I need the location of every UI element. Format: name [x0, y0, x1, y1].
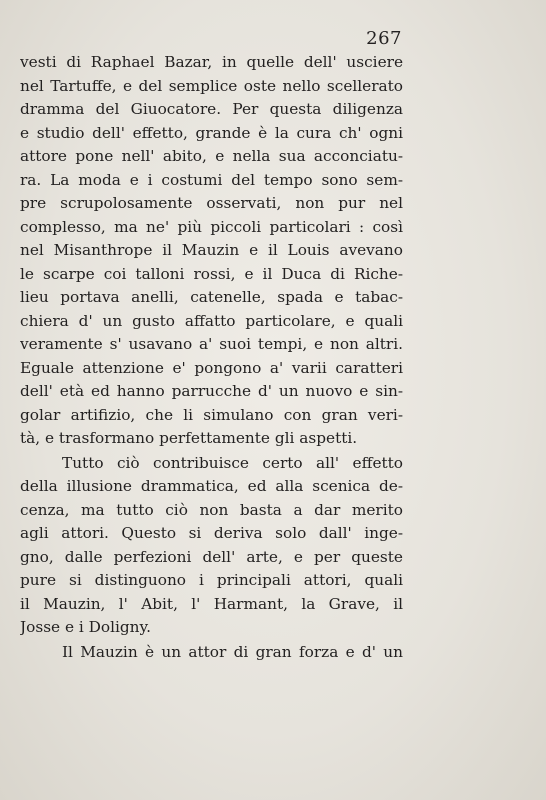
text-line: nel Misanthrope il Mauzin e il Louis avevano: [20, 241, 403, 259]
text-line: veramente s' usavano a' suoi tempi, e non altri.: [20, 335, 403, 353]
text-line: Eguale attenzione e' pongono a' varii caratteri: [20, 358, 403, 377]
text-line: dell' età ed hanno parrucche d' un nuovo e sin-: [20, 382, 403, 400]
text-line: ra. La moda e i costumi del tempo sono sem-: [20, 170, 403, 189]
text-line: attore pone nell' abito, e nella sua acconciatu-: [20, 147, 403, 165]
text-line: dramma del Giuocatore. Per questa diligenza: [20, 100, 403, 118]
page-number: 267: [366, 28, 402, 49]
text-line: lieu portava anelli, catenelle, spada e tabac-: [20, 288, 403, 306]
text-line: il Mauzin, l' Abit, l' Harmant, la Grave, il: [20, 594, 403, 613]
text-line: pure si distinguono i principali attori, quali: [20, 571, 403, 589]
text-line: cenza, ma tutto ciò non basta a dar merito: [20, 500, 403, 519]
text-line: nel Tartuffe, e del semplice oste nello scellerato: [20, 76, 403, 95]
text-line: le scarpe coi talloni rossi, e il Duca di Riche-: [20, 264, 403, 283]
text-line: tà, e trasformano perfettamente gli aspetti.: [20, 429, 358, 447]
text-line: Il Mauzin è un attor di gran forza e d' un: [62, 642, 403, 661]
text-line: della illusione drammatica, ed alla scenica de-: [20, 477, 403, 495]
text-line: chiera d' un gusto affatto particolare, e quali: [20, 311, 403, 330]
text-line: Tutto ciò contribuisce certo all' effetto: [62, 453, 403, 472]
text-line: Josse e i Doligny.: [20, 618, 152, 636]
text-line: complesso, ma ne' più piccoli particolari : così: [20, 217, 403, 236]
text-line: pre scrupolosamente osservati, non pur nel: [20, 194, 403, 212]
body-text: [20, 51, 403, 664]
text-line: agli attori. Questo si deriva solo dall' inge-: [20, 524, 403, 542]
text-line: vesti di Raphael Bazar, in quelle dell' usciere: [20, 53, 403, 71]
text-line: e studio dell' effetto, grande è la cura ch' ogni: [20, 123, 403, 142]
text-line: gno, dalle perfezioni dell' arte, e per queste: [20, 547, 403, 566]
text-line: golar artifizio, che li simulano con gran veri-: [20, 405, 403, 424]
